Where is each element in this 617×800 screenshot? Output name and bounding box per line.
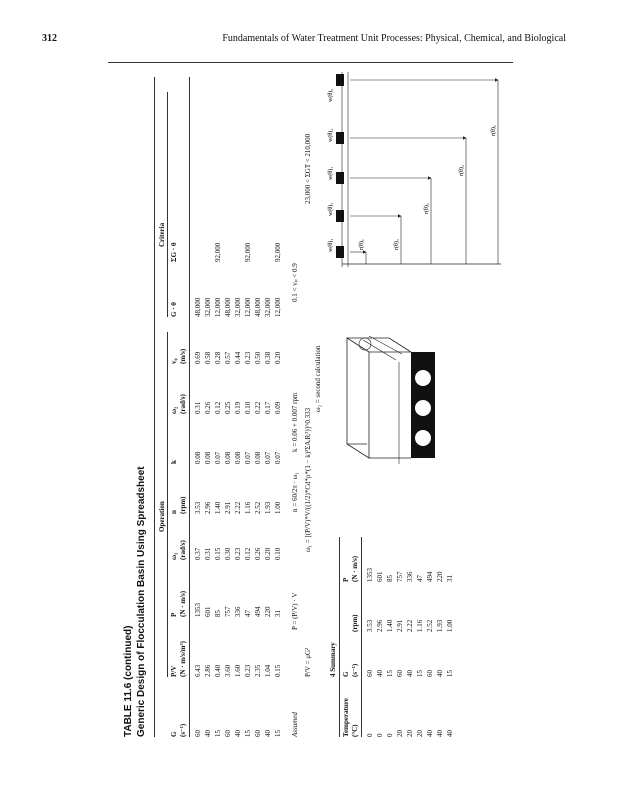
- table-cell: 15: [244, 730, 252, 737]
- summary-cell: 0: [376, 733, 384, 737]
- summary-cell: 40: [426, 730, 434, 737]
- summary-cell: 15: [386, 670, 394, 677]
- summary-cell: 20: [406, 730, 414, 737]
- col-header-unit: (N · m/s): [179, 590, 187, 617]
- r4-label: r(θ)₄: [459, 165, 465, 176]
- table-cell: 31: [274, 610, 282, 617]
- table-cell: 60: [194, 730, 202, 737]
- table-cell: 1353: [194, 603, 202, 617]
- summary-header-unit: (N · m/s): [351, 555, 359, 582]
- eq-w2: ω₂ = second calculation: [314, 345, 322, 412]
- table-cell: 336: [234, 606, 242, 617]
- table-cell: 0.44: [234, 351, 242, 364]
- summary-cell: 1.16: [416, 619, 424, 632]
- table-cell: 12,000: [214, 297, 222, 317]
- eq-k: k = 0.06 + 0.007 rpm: [291, 392, 299, 452]
- table-cell: 601: [204, 606, 212, 617]
- summary-cell: 1.93: [436, 619, 444, 632]
- table-cell: 1.16: [244, 501, 252, 514]
- col-header-symbol: P/V: [170, 665, 178, 677]
- table-cell: 0.09: [274, 401, 282, 414]
- table-cell: 47: [244, 610, 252, 617]
- summary-cell: 220: [436, 571, 444, 582]
- table-cell: 0.07: [244, 451, 252, 464]
- table-cell: 0.10: [274, 547, 282, 560]
- table-cell: 0.69: [194, 351, 202, 364]
- summary-cell: 1353: [366, 568, 374, 582]
- col-header-unit: (N · m/s/m³): [179, 641, 187, 677]
- col-header-symbol: G: [170, 731, 178, 737]
- col-header-symbol: k: [170, 460, 178, 464]
- table-cell: 12,000: [274, 297, 282, 317]
- table-cell: 0.37: [194, 547, 202, 560]
- summary-cell: 2.22: [406, 619, 414, 632]
- table-cell: 60: [224, 730, 232, 737]
- summary-cell: 20: [416, 730, 424, 737]
- table-cell: 0.26: [204, 401, 212, 414]
- table-cell: 2.52: [254, 501, 262, 514]
- table-cell: 48,000: [194, 297, 202, 317]
- table-cell: 0.23: [244, 664, 252, 677]
- header-rule-bottom: [189, 77, 190, 737]
- table-cell: 757: [224, 606, 232, 617]
- table-cell: 220: [264, 606, 272, 617]
- summary-cell: 40: [446, 730, 454, 737]
- table-cell: 0.12: [244, 547, 252, 560]
- summary-cell: 60: [396, 670, 404, 677]
- assumed-label: Assumed: [291, 712, 299, 737]
- table-label: TABLE 11.6 (continued): [123, 625, 134, 737]
- table-cell: 0.30: [224, 547, 232, 560]
- r1-label: r(θ)₁: [359, 239, 365, 250]
- table-cell: 0.25: [224, 401, 232, 414]
- summary-header-unit: (rpm): [351, 614, 359, 632]
- summary-cell: 60: [426, 670, 434, 677]
- summary-header-symbol: Temperature: [342, 698, 350, 737]
- table-cell: 0.17: [264, 401, 272, 414]
- table-cell: 60: [254, 730, 262, 737]
- summary-title: 4 Summary: [329, 642, 337, 677]
- summary-cell: 494: [426, 571, 434, 582]
- table-cell: 0.12: [214, 401, 222, 414]
- r5-label: r(θ)₅: [491, 125, 497, 136]
- table-cell: 15: [214, 730, 222, 737]
- table-cell: 0.22: [254, 401, 262, 414]
- eq-gt: 23,000 < ΣGT < 210,000: [304, 133, 312, 204]
- table-cell: 0.23: [234, 547, 242, 560]
- table-cell: 0.20: [264, 547, 272, 560]
- table-cell: 2.35: [254, 664, 262, 677]
- table-cell: 0.08: [204, 451, 212, 464]
- summary-cell: 40: [376, 670, 384, 677]
- summary-header-unit: (s⁻¹): [351, 663, 359, 677]
- col-header-symbol: P: [170, 612, 178, 617]
- table-cell: 0.38: [264, 351, 272, 364]
- page-header: [0, 0, 617, 60]
- table-cell: 1.40: [214, 501, 222, 514]
- table-cell: 0.08: [234, 451, 242, 464]
- summary-cell: 2.96: [376, 619, 384, 632]
- summary-top-rule: [339, 537, 340, 737]
- summary-cell: 2.52: [426, 619, 434, 632]
- table-cell: 2.22: [234, 501, 242, 514]
- table-cell: 40: [204, 730, 212, 737]
- eq-vp: 0.1 < vₚ < 0.9: [291, 263, 299, 302]
- col-header-symbol: ΣG · θ: [170, 242, 178, 262]
- table-cell: 32,000: [234, 297, 242, 317]
- table-cell: 0.10: [244, 401, 252, 414]
- table-cell: 0.07: [264, 451, 272, 464]
- summary-cell: 40: [436, 670, 444, 677]
- title-rule: [154, 77, 155, 737]
- r2-label: r(θ)₂: [394, 239, 400, 250]
- col-header-unit: (rad/s): [179, 540, 187, 560]
- summary-cell: 0: [366, 733, 374, 737]
- criteria-rule: [167, 92, 168, 317]
- table-cell: 0.08: [194, 451, 202, 464]
- summary-cell: 15: [446, 670, 454, 677]
- col-header-symbol: ω₁: [170, 552, 178, 560]
- table-cell: 3.60: [224, 664, 232, 677]
- summary-cell: 47: [416, 575, 424, 582]
- table-cell: 0.08: [254, 451, 262, 464]
- w2-label: w(θ)₂: [328, 202, 334, 216]
- summary-cell: 336: [406, 571, 414, 582]
- summary-cell: 40: [436, 730, 444, 737]
- operation-rule: [167, 332, 168, 677]
- summary-cell: 2.91: [396, 619, 404, 632]
- col-header-unit: (rpm): [179, 496, 187, 514]
- table-cell: 2.91: [224, 501, 232, 514]
- table-cell: 0.31: [204, 547, 212, 560]
- table-cell: 0.58: [204, 351, 212, 364]
- col-header-symbol: n: [170, 510, 178, 514]
- eq-w1: ω₁ = [(P/V)*V/((1/2)*Cd*ρ*(1 − k)³ΣAᵢRᵢ³)]^0.333: [304, 407, 312, 552]
- summary-cell: 3.53: [366, 619, 374, 632]
- summary-cell: 1.00: [446, 619, 454, 632]
- group-operation: Operation: [158, 501, 166, 532]
- table-cell: 0.23: [244, 351, 252, 364]
- table-title: Generic Design of Flocculation Basin Using Spreadsheet: [136, 466, 147, 737]
- col-header-unit: (rad/s): [179, 394, 187, 414]
- table-cell: 92,000: [274, 242, 282, 262]
- table-cell: 494: [254, 606, 262, 617]
- table-cell: 2.96: [204, 501, 212, 514]
- table-cell: 1.60: [234, 664, 242, 677]
- summary-cell: 0: [386, 733, 394, 737]
- eq-p: P = (P/V) · V: [291, 592, 299, 630]
- col-header-symbol: v₀: [170, 358, 178, 364]
- col-header-symbol: ω₂: [170, 406, 178, 414]
- table-cell: 0.40: [214, 664, 222, 677]
- table-cell: 48,000: [254, 297, 262, 317]
- summary-header-symbol: G: [342, 671, 350, 677]
- table-cell: 12,000: [244, 297, 252, 317]
- w4-label: w(θ)₄: [328, 128, 334, 142]
- table-cell: 0.07: [214, 451, 222, 464]
- summary-cell: 85: [386, 575, 394, 582]
- table-cell: 40: [234, 730, 242, 737]
- summary-cell: 757: [396, 571, 404, 582]
- table-cell: 1.93: [264, 501, 272, 514]
- running-head: Fundamentals of Water Treatment Unit Processes: Physical, Chemical, and Biological: [222, 33, 566, 44]
- table-cell: 3.53: [194, 501, 202, 514]
- table-cell: 0.50: [254, 351, 262, 364]
- summary-header-rule: [361, 537, 362, 737]
- summary-cell: 20: [396, 730, 404, 737]
- summary-cell: 601: [376, 571, 384, 582]
- table-cell: 40: [264, 730, 272, 737]
- table-cell: 85: [214, 610, 222, 617]
- table-cell: 0.19: [234, 401, 242, 414]
- table-cell: 1.00: [274, 501, 282, 514]
- summary-cell: 60: [366, 670, 374, 677]
- w3-label: w(θ)₃: [328, 166, 334, 180]
- eq-n: n = 60/2π · ω₁: [291, 472, 299, 512]
- table-cell: 32,000: [264, 297, 272, 317]
- table-cell: 0.31: [194, 401, 202, 414]
- table-cell: 0.15: [274, 664, 282, 677]
- col-header-unit: (m/s): [179, 348, 187, 364]
- summary-cell: 31: [446, 575, 454, 582]
- table-cell: 32,000: [204, 297, 212, 317]
- summary-cell: 15: [416, 670, 424, 677]
- col-header-symbol: G · θ: [170, 302, 178, 317]
- table-cell: 0.15: [214, 547, 222, 560]
- basin-sketch: [339, 330, 469, 470]
- table-cell: 0.08: [224, 451, 232, 464]
- table-cell: 92,000: [244, 242, 252, 262]
- rotated-table-page: [111, 62, 511, 742]
- group-criteria: Criteria: [158, 222, 166, 247]
- w1-label: w(θ)₁: [328, 238, 334, 252]
- table-cell: 15: [274, 730, 282, 737]
- table-cell: 2.86: [204, 664, 212, 677]
- table-cell: 48,000: [224, 297, 232, 317]
- table-cell: 6.43: [194, 664, 202, 677]
- table-cell: 0.26: [254, 547, 262, 560]
- table-cell: 1.04: [264, 664, 272, 677]
- summary-header-symbol: P: [342, 577, 350, 582]
- page-number: 312: [42, 33, 57, 44]
- paddle-diagram: [326, 67, 506, 272]
- table-cell: 0.07: [274, 451, 282, 464]
- table-cell: 0.20: [274, 351, 282, 364]
- summary-header-unit: (°C): [351, 724, 359, 737]
- w5-label: w(θ)₅: [328, 88, 334, 102]
- col-header-unit: (s⁻¹): [179, 723, 187, 737]
- table-cell: 0.57: [224, 351, 232, 364]
- r3-label: r(θ)₃: [424, 203, 430, 214]
- table-cell: 92,000: [214, 242, 222, 262]
- summary-cell: 40: [406, 670, 414, 677]
- eq-pv: P/V = μG²: [304, 647, 312, 677]
- table-cell: 0.28: [214, 351, 222, 364]
- summary-cell: 1.40: [386, 619, 394, 632]
